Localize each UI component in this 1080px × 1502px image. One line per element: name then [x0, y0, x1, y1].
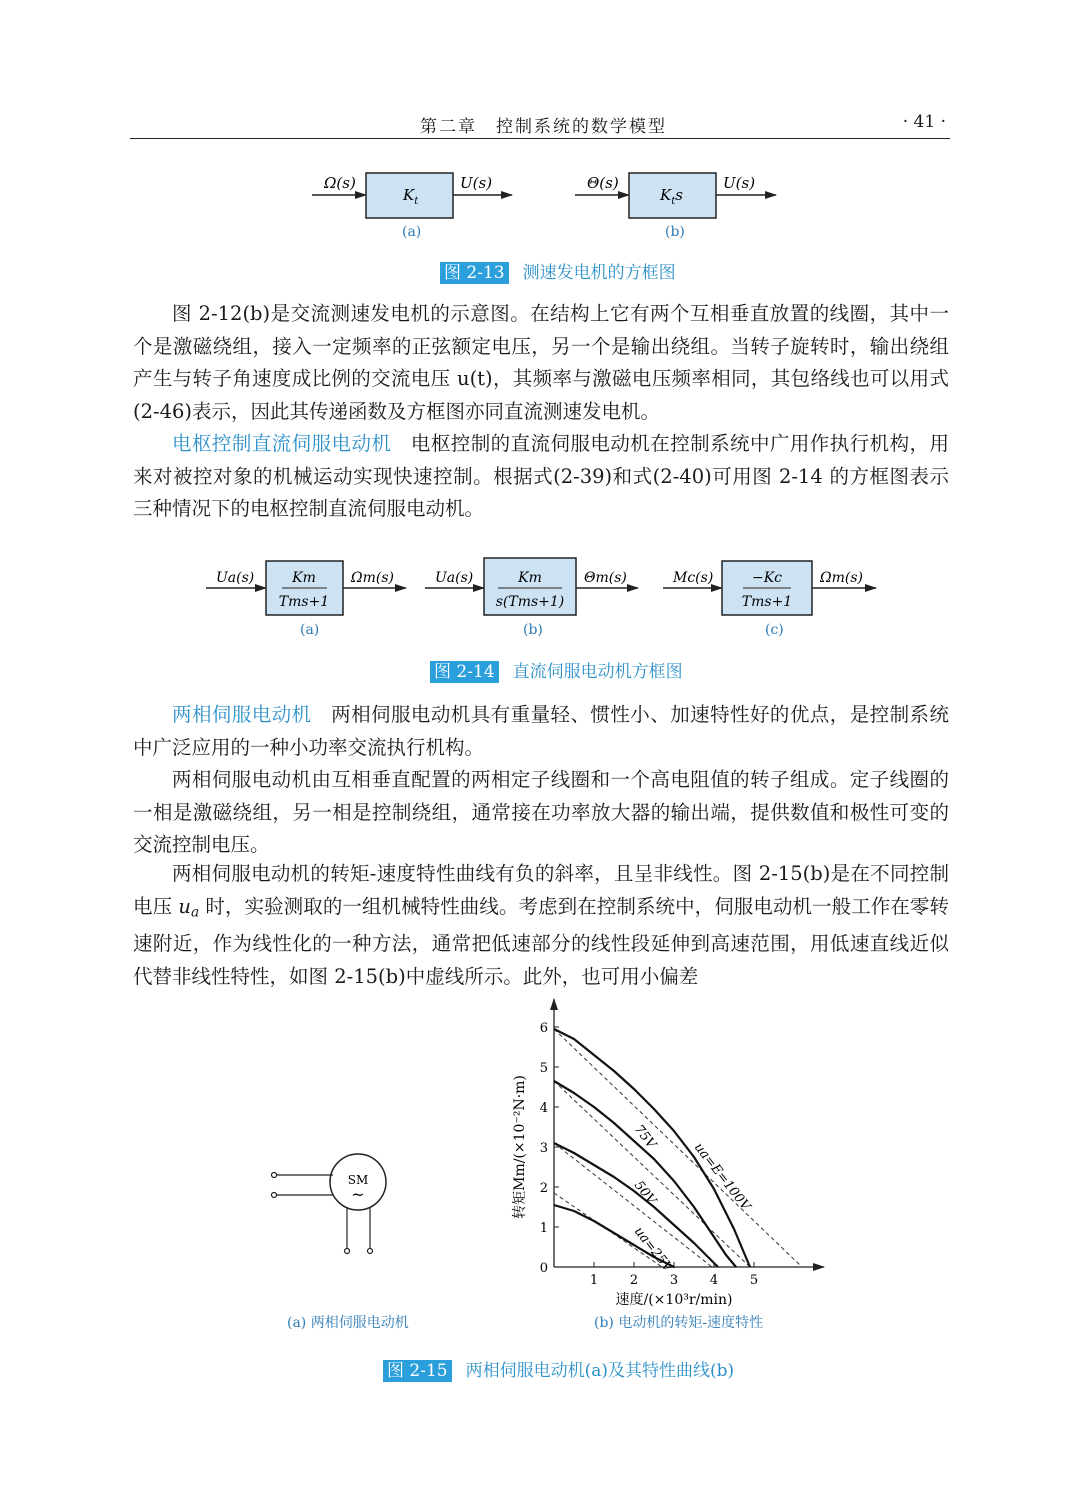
- figure-2-15a-motor: [260, 1140, 430, 1270]
- fig214a-denominator: Tms+1: [278, 594, 330, 610]
- section-heading-armature-motor: 电枢控制直流伺服电动机: [172, 432, 392, 455]
- fig213b-label: (b): [665, 224, 685, 240]
- paragraph-3-text: 两相伺服电动机具有重量轻、惯性小、加速特性好的优点，是控制系统中广泛应用的一种小功率交流执行机构。: [133, 703, 949, 759]
- fig213a-input: Ω(s): [324, 174, 356, 192]
- figure-2-14-caption: [430, 657, 683, 682]
- chart-x-tick-label: 5: [749, 1273, 759, 1288]
- fig213a-output: U(s): [460, 174, 493, 192]
- chart-y-tick-label: 2: [539, 1181, 548, 1196]
- figure-2-14: [200, 555, 890, 645]
- header-rule: [130, 138, 950, 139]
- figure-2-15b-sublabel: (b) 电动机的转矩-速度特性: [594, 1315, 764, 1331]
- terminal: [272, 1193, 277, 1198]
- page-number: · 41 ·: [902, 112, 946, 132]
- fig214b-denominator: s(Tms+1): [495, 594, 565, 610]
- fig214a-output: Ωm(s): [351, 570, 394, 586]
- chart-y-tick-label: 6: [539, 1021, 548, 1036]
- paragraph-5-text-a: 两相伺服电动机的转矩-速度特性曲线有负的斜率，且呈非线性。图 2-15(b)是在不同控制电压: [133, 862, 949, 918]
- figure-2-15-caption: [383, 1356, 734, 1381]
- chart-x-tick-label: 1: [589, 1273, 599, 1288]
- fig214a-numerator: Km: [292, 570, 316, 586]
- fig214b-output: Θm(s): [584, 570, 627, 586]
- fig213b-input: Θ(s): [587, 174, 619, 192]
- caption-number: 图 2-15: [383, 1360, 452, 1382]
- chart-annotation-1: 75V: [630, 1122, 659, 1152]
- caption-number: 图 2-14: [430, 661, 499, 683]
- chart-origin-label: 0: [539, 1261, 548, 1276]
- terminal: [272, 1173, 277, 1178]
- variable-ua: $u_a$: [178, 894, 200, 920]
- fig214c-label: (c): [765, 622, 784, 638]
- chart-y-tick-label: 5: [539, 1061, 548, 1076]
- chart-linear-approximation-2: [554, 1143, 712, 1267]
- chart-x-tick-label: 2: [629, 1273, 639, 1288]
- fig214b-numerator: Km: [518, 570, 542, 586]
- caption-text: 测速发电机的方框图: [522, 263, 676, 283]
- figure-2-15b-chart: [500, 995, 840, 1315]
- fig213a-gain: $K_t$: [403, 186, 419, 207]
- chart-annotation-2: 50V: [630, 1178, 659, 1208]
- paragraph-5-text-b: 时，实验测取的一组机械特性曲线。考虑到在控制系统中，伺服电动机一般工作在零转速附近，作为线性化的一种方法，通常把低速部分的线性段延伸到高速范围，用低速直线近似代替非线性特性，如图 2-15(b)中虚线所示。此外，也可用小偏差: [133, 894, 950, 988]
- motor-ac-symbol: ~: [351, 1185, 365, 1204]
- motor-label: SM: [347, 1173, 369, 1187]
- chart-y-tick-label: 3: [539, 1141, 548, 1156]
- chapter-title: 第二章 控制系统的数学模型: [420, 117, 667, 137]
- chart-series-0: [554, 1029, 750, 1267]
- chart-x-axis-label: 速度/(×10³r/min): [615, 1292, 733, 1308]
- figure-2-13: [300, 160, 800, 245]
- fig214c-output: Ωm(s): [820, 570, 863, 586]
- fig214c-denominator: Tms+1: [741, 594, 793, 610]
- fig214b-label: (b): [523, 622, 543, 638]
- paragraph-3: [133, 699, 949, 764]
- chart-y-axis-label: 转矩Mm/(×10⁻²N·m): [512, 1075, 528, 1219]
- chart-y-tick-label: 1: [539, 1221, 548, 1236]
- paragraph-5: [133, 858, 949, 993]
- paragraph-2-text: 电枢控制的直流伺服电动机在控制系统中广用作执行机构，用来对被控对象的机械运动实现快速控制。根据式(2-39)和式(2-40)可用图 2-14 的方框图表示三种情况下的电枢控制直流伺服电动机。: [133, 432, 949, 520]
- fig214a-input: Ua(s): [216, 570, 255, 586]
- caption-text: 直流伺服电动机方框图: [512, 662, 683, 682]
- caption-number: 图 2-13: [440, 262, 509, 284]
- fig214c-input: Mc(s): [673, 570, 714, 586]
- fig214b-input: Ua(s): [435, 570, 474, 586]
- paragraph-4: 两相伺服电动机由互相垂直配置的两相定子线圈和一个高电阻值的转子组成。定子线圈的一相是激磁绕组，另一相是控制绕组，通常接在功率放大器的输出端，提供数值和极性可变的交流控制电压。: [133, 768, 949, 856]
- caption-text: 两相伺服电动机(a)及其特性曲线(b): [465, 1361, 735, 1381]
- figure-2-15a-sublabel: (a) 两相伺服电动机: [287, 1315, 409, 1331]
- fig213b-output: U(s): [723, 174, 756, 192]
- chart-annotation-0: ua=E=100V: [690, 1140, 753, 1214]
- chart-x-tick-label: 4: [709, 1273, 719, 1288]
- chart-x-tick-label: 3: [669, 1273, 679, 1288]
- chart-linear-approximation-0: [554, 1029, 802, 1267]
- fig213a-label: (a): [402, 224, 422, 240]
- fig214a-label: (a): [300, 622, 320, 638]
- paragraph-1: 图 2-12(b)是交流测速发电机的示意图。在结构上它有两个互相垂直放置的线圈，其中一个是激磁绕组，接入一定频率的正弦额定电压，另一个是输出绕组。当转子旋转时，输出绕组产生与转子角速度成比例的交流电压 u(t)，其频率与激磁电压频率相同，其包络线也可以用式(2-46)表示，因此其传递函数及方框图亦同直流测速发电机。: [133, 302, 949, 423]
- chart-annotation-3: ua=25V: [630, 1224, 676, 1276]
- figure-2-13-caption: [440, 258, 676, 283]
- paragraph-2: [133, 428, 949, 526]
- terminal: [368, 1249, 373, 1254]
- chart-y-tick-label: 4: [539, 1101, 548, 1116]
- running-header: [130, 110, 950, 138]
- fig214c-numerator: −Kc: [751, 570, 783, 586]
- fig213b-gain: $K_ts$: [660, 186, 683, 207]
- section-heading-two-phase-motor: 两相伺服电动机: [172, 703, 312, 726]
- terminal: [345, 1249, 350, 1254]
